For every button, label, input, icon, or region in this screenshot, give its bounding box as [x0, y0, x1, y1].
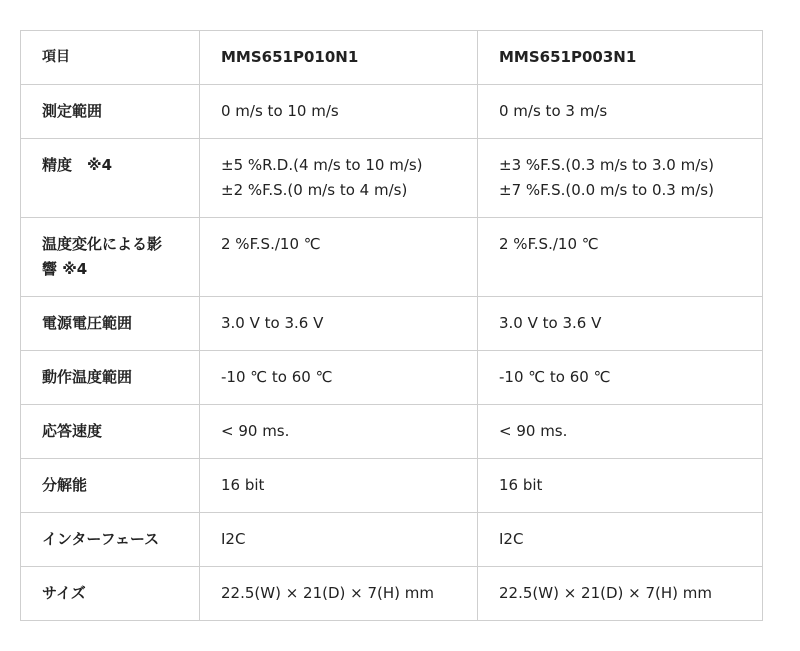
- row-label: [21, 218, 200, 297]
- row-label: 応答速度: [21, 405, 200, 459]
- table-row: [21, 567, 763, 621]
- header-model-2: MMS651P003N1: [478, 31, 763, 85]
- cell-model-2: 3.0 V to 3.6 V: [478, 297, 763, 351]
- cell-model-2: < 90 ms.: [478, 405, 763, 459]
- cell-model-1: < 90 ms.: [200, 405, 478, 459]
- cell-model-1: 0 m/s to 10 m/s: [200, 85, 478, 139]
- row-label: 測定範囲: [21, 85, 200, 139]
- cell-line: ±2 %F.S.(0 m/s to 4 m/s): [221, 181, 408, 199]
- cell-line: ±7 %F.S.(0.0 m/s to 0.3 m/s): [499, 181, 714, 199]
- table-row: [21, 85, 763, 139]
- cell-model-2: 0 m/s to 3 m/s: [478, 85, 763, 139]
- cell-line: ±5 %R.D.(4 m/s to 10 m/s): [221, 156, 423, 174]
- table-header-row: [21, 31, 763, 85]
- cell-model-1: 22.5(W) × 21(D) × 7(H) mm: [200, 567, 478, 621]
- cell-model-1: [200, 139, 478, 218]
- table-row: [21, 459, 763, 513]
- table-row: [21, 139, 763, 218]
- table-row: [21, 513, 763, 567]
- cell-model-1: 3.0 V to 3.6 V: [200, 297, 478, 351]
- table-row: [21, 405, 763, 459]
- table-row: [21, 297, 763, 351]
- cell-model-2: 22.5(W) × 21(D) × 7(H) mm: [478, 567, 763, 621]
- row-label: 精度 ※4: [21, 139, 200, 218]
- cell-model-1: 16 bit: [200, 459, 478, 513]
- spec-table: [20, 30, 763, 621]
- cell-model-2: 16 bit: [478, 459, 763, 513]
- label-line: 響 ※4: [42, 260, 88, 278]
- row-label: 分解能: [21, 459, 200, 513]
- table-row: [21, 351, 763, 405]
- header-item: 項目: [21, 31, 200, 85]
- table-row: [21, 218, 763, 297]
- cell-model-2: [478, 139, 763, 218]
- header-model-1: MMS651P010N1: [200, 31, 478, 85]
- label-line: 温度変化による影: [42, 235, 163, 253]
- cell-model-1: -10 ℃ to 60 ℃: [200, 351, 478, 405]
- row-label: 電源電圧範囲: [21, 297, 200, 351]
- cell-line: ±3 %F.S.(0.3 m/s to 3.0 m/s): [499, 156, 714, 174]
- cell-model-2: I2C: [478, 513, 763, 567]
- cell-model-1: 2 %F.S./10 ℃: [200, 218, 478, 297]
- cell-model-2: -10 ℃ to 60 ℃: [478, 351, 763, 405]
- cell-model-2: 2 %F.S./10 ℃: [478, 218, 763, 297]
- row-label: 動作温度範囲: [21, 351, 200, 405]
- row-label: サイズ: [21, 567, 200, 621]
- cell-model-1: I2C: [200, 513, 478, 567]
- row-label: インターフェース: [21, 513, 200, 567]
